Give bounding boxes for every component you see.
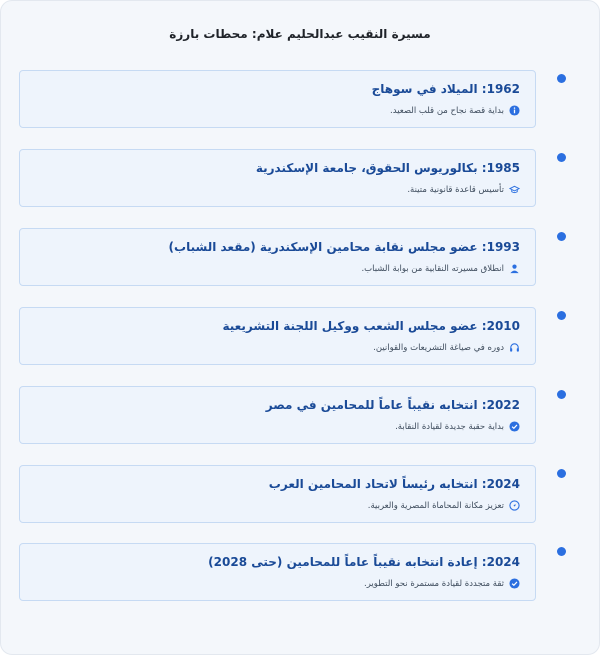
timeline-card <box>19 307 536 365</box>
timeline-item <box>0 149 600 211</box>
card-description <box>407 184 520 195</box>
timeline-dot <box>557 311 566 320</box>
timeline-item <box>0 386 600 448</box>
timeline-item <box>0 307 600 369</box>
card-description <box>395 421 520 432</box>
card-description-text: ثقة متجددة لقيادة مستمرة نحو التطوير. <box>364 578 504 589</box>
page-title: مسيرة النقيب عبدالحليم علام: محطات بارزة <box>169 27 431 41</box>
card-description-text: انطلاق مسيرته النقابية من بوابة الشباب. <box>361 263 504 274</box>
card-heading: 2010: عضو مجلس الشعب ووكيل اللجنة التشريعية <box>222 319 520 333</box>
info-icon <box>509 105 520 116</box>
timeline-dot <box>557 232 566 241</box>
card-heading: 1985: بكالوريوس الحقوق، جامعة الإسكندرية <box>255 161 520 175</box>
timeline-item <box>0 228 600 290</box>
card-description-text: بداية حقبة جديدة لقيادة النقابة. <box>395 421 504 432</box>
user-icon <box>509 263 520 274</box>
card-heading: 1993: عضو مجلس نقابة محامين الإسكندرية (مقعد الشباب) <box>168 240 520 254</box>
timeline-card <box>19 543 536 601</box>
card-description <box>368 500 520 511</box>
card-heading: 2022: انتخابه نقيباً عاماً للمحامين في مصر <box>265 398 520 412</box>
headphones-icon <box>509 342 520 353</box>
graduation-cap-icon <box>509 184 520 195</box>
timeline-dot <box>557 547 566 556</box>
timeline-card <box>19 70 536 128</box>
card-heading: 2024: انتخابه رئيساً لاتحاد المحامين العرب <box>268 477 520 491</box>
card-description-text: تعزيز مكانة المحاماة المصرية والعربية. <box>367 500 504 511</box>
timeline-card <box>19 149 536 207</box>
timeline-dot <box>557 390 566 399</box>
card-description <box>373 342 520 353</box>
card-description-text: بداية قصة نجاح من قلب الصعيد. <box>390 105 504 116</box>
card-description <box>364 578 520 589</box>
timeline-dot <box>557 153 566 162</box>
check-circle-icon <box>509 578 520 589</box>
timeline-card <box>19 386 536 444</box>
card-description-text: دوره في صياغة التشريعات والقوانين. <box>373 342 504 353</box>
timeline-card <box>19 465 536 523</box>
card-description <box>361 263 520 274</box>
check-circle-icon <box>509 421 520 432</box>
timeline-item <box>0 543 600 605</box>
card-heading: 1962: الميلاد في سوهاج <box>371 82 520 96</box>
compass-icon <box>509 500 520 511</box>
timeline-card <box>19 228 536 286</box>
timeline-dot <box>557 74 566 83</box>
timeline-item <box>0 465 600 527</box>
card-heading: 2024: إعادة انتخابه نقيباً عاماً للمحامين (حتى 2028) <box>208 555 520 569</box>
card-description-text: تأسيس قاعدة قانونية متينة. <box>407 184 504 195</box>
timeline-dot <box>557 469 566 478</box>
card-description <box>390 105 520 116</box>
timeline-item <box>0 70 600 132</box>
